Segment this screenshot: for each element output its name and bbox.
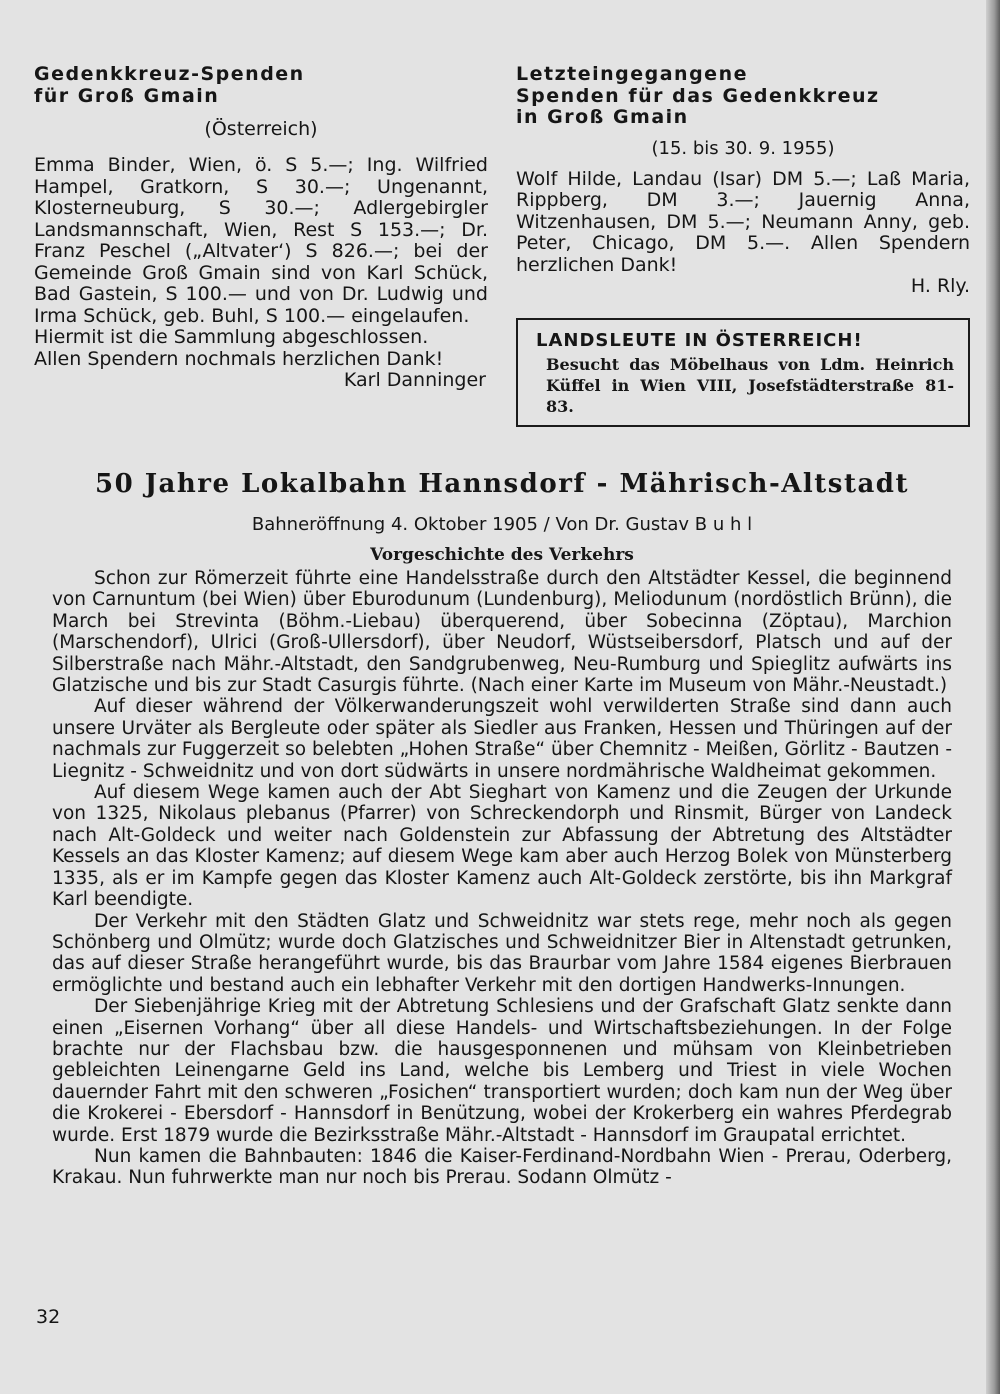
article-paragraph: Schon zur Römerzeit führte eine Handelsstraße durch den Altstädter Kessel, die beginnend von Carnuntum (bei Wien) über Eburodunum (Lundenburg), Meliodunum (nordöstlich Brünn), die March bei Strevinta (Böhm.-Liebau) überquerend, über Sobecinna (Zöptau), Marchion (Marschendorf), Ulrici (Groß-Ullersdorf), über Neudorf, Wüstseibersdorf, Platsch und auf der Silberstraße nach Mähr.-Altstadt, den Sandgrubenweg, Neu-Rumburg und Spieglitz aufwärts ins Glatzische und bis zur Stadt Casurgis führte. (Nach einer Karte im Museum von Mähr.-Neustadt.) — [52, 568, 952, 697]
donations-latest-column — [516, 64, 970, 427]
article-title: 50 Jahre Lokalbahn Hannsdorf - Mährisch-Altstadt — [95, 469, 909, 499]
advert-title: LANDSLEUTE IN ÖSTERREICH! — [536, 329, 863, 351]
article — [52, 466, 952, 1189]
article-byline: Bahneröffnung 4. Oktober 1905 / Von Dr. Gustav B u h l — [251, 514, 753, 535]
article-paragraph: Nun kamen die Bahnbauten: 1846 die Kaiser-Ferdinand-Nordbahn Wien - Prerau, Oderberg, Krakau. Nun fuhrwerkte man nur noch bis Prerau. Sodann Olmütz - — [52, 1145, 952, 1189]
donations-austria-heading-line2: für Groß Gmain — [34, 84, 220, 107]
advert-box — [516, 318, 970, 427]
donations-austria-closing2: Allen Spendern nochmals herzlichen Dank! — [34, 347, 444, 370]
article-paragraph: Auf dieser während der Völkerwanderungszeit wohl verwilderten Straße sind dann auch unsere Urväter als Bergleute oder später als Siedler aus Franken, Hessen und Thüringen auf der nachmals zur Fuggerzeit so belebten „Hohen Straße“ über Chemnitz - Meißen, Görlitz - Bautzen - Liegnitz - Schweidnitz und von dort südwärts in unsere nordmährische Waldheimat gekommen. — [52, 696, 952, 782]
donations-latest-signature-row — [516, 276, 970, 298]
donations-latest-heading-line2: Spenden für das Gedenkkreuz — [516, 84, 880, 107]
donations-austria-column — [34, 64, 488, 392]
article-paragraph: Der Siebenjährige Krieg mit der Abtretung Schlesiens und der Grafschaft Glatz senkte dann einen „Eisernen Vorhang“ über all diese Handels- und Wirtschaftsbeziehungen. In der Folge brachte nur der Flachsbau bzw. die hausgesponnenen und mühsam von Kleinbetrieben gebleichten Leinengarne Geld ins Land, welche bis Lemberg und Triest in viele Wochen dauernder Fahrt mit den schweren „Fosichen“ transportiert wurden; doch kam nun der Weg über die Krokerei - Ebersdorf - Hannsdorf in Benützung, wobei der Krokerberg ein wahres Pferdegrab wurde. Erst 1879 wurde die Bezirksstraße Mähr.-Altstadt - Hannsdorf im Graupatal errichtet. — [52, 996, 952, 1146]
donations-austria-heading-line1: Gedenkkreuz-Spenden — [34, 63, 305, 85]
donations-latest-heading-line3: in Groß Gmain — [516, 106, 689, 128]
donations-latest-date-range: (15. bis 30. 9. 1955) — [651, 137, 835, 159]
donations-latest-signature: H. Rly. — [910, 275, 970, 297]
article-paragraph: Auf diesem Wege kamen auch der Abt Sieghart von Kamenz und die Zeugen der Urkunde von 1325, Nikolaus plebanus (Pfarrer) von Schreckendorph und Rinsmit, Bürger von Landeck nach Alt-Goldeck und weiter nach Goldenstein zur Abfassung der Abtretung des Altstädter Kessels an das Kloster Kamenz; auf diesem Wege kam aber auch Herzog Bolek von Münsterberg 1335, als er im Kampfe gegen das Kloster Kamenz auch Alt-Goldeck zerstörte, bis ihn Markgraf Karl beendigte. — [52, 782, 952, 911]
advert-text: Besucht das Möbelhaus von Ldm. Heinrich Küffel in Wien VIII, Josefstädterstraße 81-83. — [546, 354, 954, 416]
article-body — [52, 568, 952, 1189]
donations-latest-body: Wolf Hilde, Landau (Isar) DM 5.—; Laß Maria, Rippberg, DM 3.—; Jauernig Anna, Witzenhausen, DM 5.—; Neumann Anny, geb. Peter, Chicago, DM 5.—. Allen Spendern herzlichen Dank! — [516, 167, 970, 276]
donations-latest-heading-line1: Letzteingegangene — [516, 63, 748, 85]
article-paragraph: Der Verkehr mit den Städten Glatz und Schweidnitz war stets rege, mehr noch als gegen Schönberg und Olmütz; wurde doch Glatzisches und Schweidnitzer Bier in Altenstadt getrunken, das auf dieser Straße herangeführt wurde, bis das Braurbar vom Jahre 1584 eigenes Bierbrauen ermöglichte und bestand auch ein lebhafter Verkehr mit den dortigen Handwerks-Innungen. — [52, 910, 952, 996]
donations-austria-signature: Karl Danninger — [343, 369, 486, 391]
article-section-heading: Vorgeschichte des Verkehrs — [370, 545, 634, 565]
donations-austria-body: Emma Binder, Wien, ö. S 5.—; Ing. Wilfried Hampel, Gratkorn, S 30.—; Ungenannt, Klosterneuburg, S 30.—; Adlergebirgler Landsmannschaft, Wien, Rest S 153.—; Dr. Franz Peschel („Altvater‘) S 826.—; bei der Gemeinde Groß Gmain sind von Karl Schück, Bad Gastein, S 100.— und von Dr. Ludwig und Irma Schück, geb. Buhl, S 100.— eingelaufen. — [34, 154, 488, 327]
page-number: 32 — [36, 1306, 61, 1328]
donations-austria-location: (Österreich) — [204, 118, 318, 140]
donations-austria-closing1: Hiermit ist die Sammlung abgeschlossen. — [34, 326, 429, 348]
page-edge-shadow — [986, 0, 1000, 1394]
